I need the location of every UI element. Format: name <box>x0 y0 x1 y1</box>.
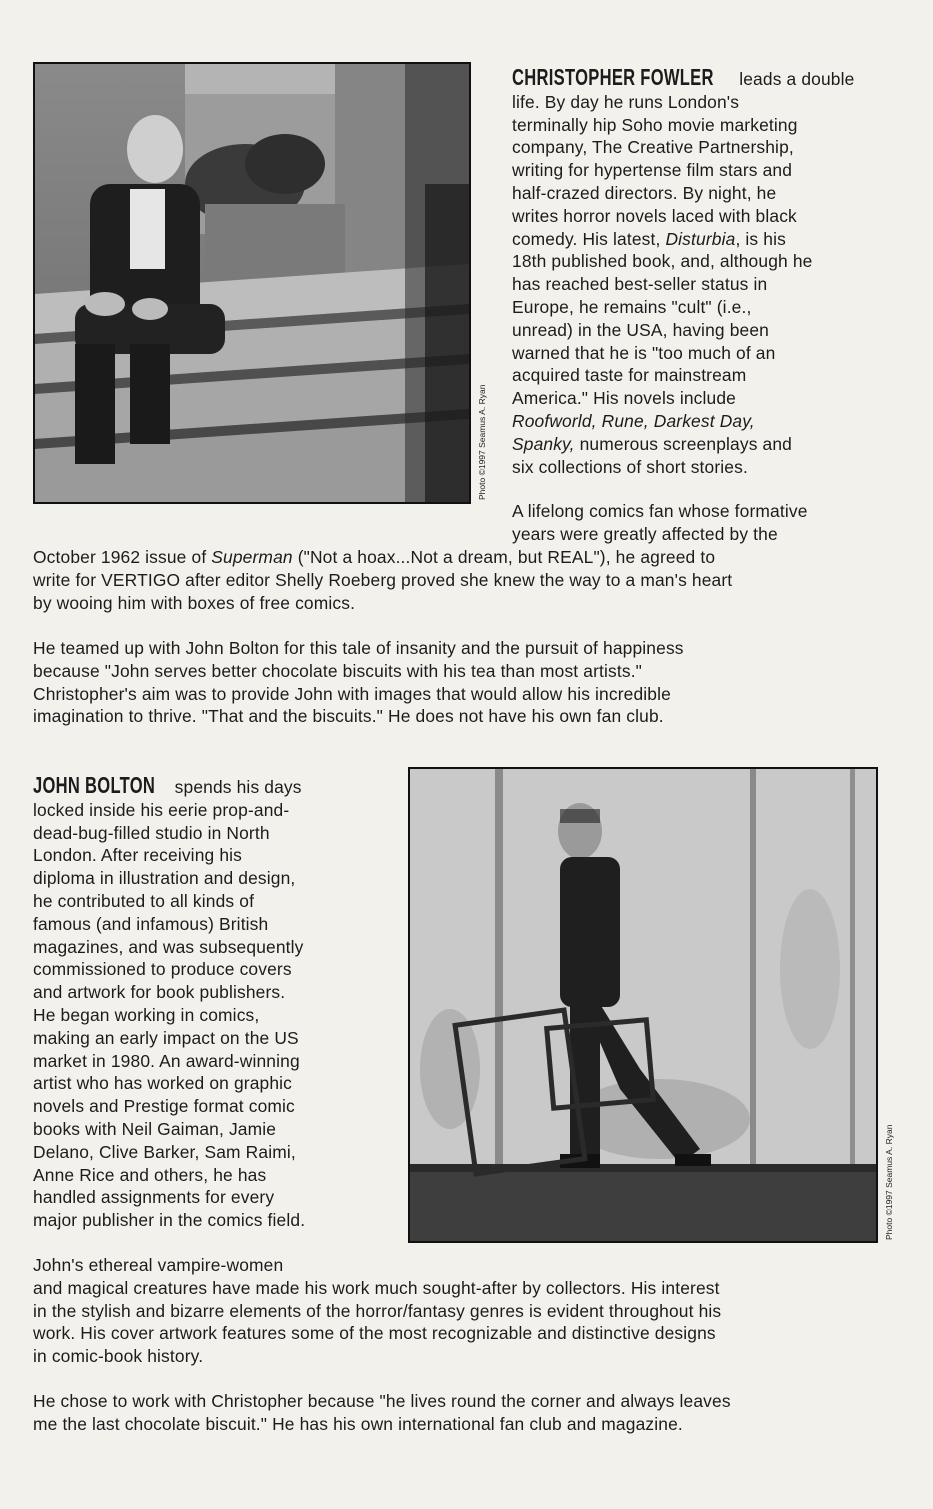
fowler-bio-line: company, The Creative Partnership, <box>512 137 794 158</box>
fowler-p2-line: write for VERTIGO after editor Shelly Roeberg proved she knew the way to a man's heart <box>33 569 733 590</box>
fowler-p3-line: imagination to thrive. "That and the biscuits." He does not have his own fan club. <box>33 706 664 727</box>
bolton-bio-line: commissioned to produce covers <box>33 959 292 980</box>
fowler-paragraph-3 <box>33 637 684 728</box>
bolton-name: JOHN BOLTON <box>33 772 156 798</box>
fowler-bio-line: 18th published book, and, although he <box>512 251 813 272</box>
book-title: Disturbia <box>665 228 736 249</box>
bolton-bio-line: handled assignments for every <box>33 1187 275 1208</box>
fowler-p3-line: because "John serves better chocolate biscuits with his tea than most artists." <box>33 660 643 681</box>
fowler-bio-line: half-crazed directors. By night, he <box>512 182 777 203</box>
bolton-bio-line: making an early impact on the US <box>33 1027 299 1048</box>
book-title: Spanky, <box>512 433 575 454</box>
bolton-p2-line: in comic-book history. <box>33 1346 204 1367</box>
fowler-bio <box>512 66 854 478</box>
fowler-photo <box>33 62 471 504</box>
fowler-bio-line: writing for hypertense film stars and <box>512 160 793 181</box>
fowler-p2-line: years were greatly affected by the <box>512 523 778 544</box>
fowler-bio-line: comedy. His latest, Disturbia, is his <box>512 228 786 249</box>
bolton-photo-credit: Photo ©1997 Seamus A. Ryan <box>884 1124 894 1240</box>
bolton-bio-line: artist who has worked on graphic <box>33 1073 293 1094</box>
fowler-p2-line: October 1962 issue of Superman ("Not a hoax...Not a dream, but REAL"), he agreed to <box>33 547 716 567</box>
bolton-photo <box>408 767 878 1243</box>
fowler-bio-line: six collections of short stories. <box>512 456 748 477</box>
fowler-name: CHRISTOPHER FOWLER <box>512 64 714 90</box>
fowler-bio-line: unread) in the USA, having been <box>512 319 769 340</box>
bolton-paragraph-2 <box>33 1254 721 1368</box>
fowler-paragraph-2-cont <box>33 546 732 614</box>
fowler-bio-line: America." His novels include <box>512 388 736 409</box>
book-titles: Roofworld, Rune, Darkest Day, <box>512 410 755 431</box>
fowler-p3-line: Christopher's aim was to provide John with images that would allow his incredible <box>33 683 671 704</box>
bolton-bio-line: diploma in illustration and design, <box>33 868 296 889</box>
bolton-bio-line: Anne Rice and others, he has <box>33 1164 267 1185</box>
bolton-bio-line: locked inside his eerie prop-and- <box>33 799 290 820</box>
bolton-bio-line: London. After receiving his <box>33 845 243 866</box>
bolton-bio-line: he contributed to all kinds of <box>33 890 255 911</box>
fowler-bio-line: life. By day he runs London's <box>512 91 740 112</box>
fowler-p2-line: by wooing him with boxes of free comics. <box>33 592 356 613</box>
fowler-bio-line: has reached best-seller status in <box>512 274 768 295</box>
comic-title: Superman <box>211 547 293 567</box>
fowler-photo-image <box>35 64 469 502</box>
fowler-bio-line: Europe, he remains "cult" (i.e., <box>512 296 752 317</box>
fowler-bio-line: terminally hip Soho movie marketing <box>512 114 798 135</box>
fowler-bio-line: writes horror novels laced with black <box>512 205 797 226</box>
bolton-bio-line: novels and Prestige format comic <box>33 1096 295 1117</box>
bolton-p2-line: and magical creatures have made his work much sought-after by collectors. His interest <box>33 1277 720 1298</box>
bolton-bio-line: He began working in comics, <box>33 1004 260 1025</box>
bolton-bio-line: Delano, Clive Barker, Sam Raimi, <box>33 1141 296 1162</box>
bolton-p2-line: in the stylish and bizarre elements of the horror/fantasy genres is evident throughout his <box>33 1300 722 1321</box>
bolton-bio-line: books with Neil Gaiman, Jamie <box>33 1118 277 1139</box>
fowler-bio-line: Spanky, numerous screenplays and <box>512 433 792 454</box>
bolton-p3-line: He chose to work with Christopher because "he lives round the corner and always leaves <box>33 1391 731 1411</box>
fowler-p2-line: A lifelong comics fan whose formative <box>512 501 808 521</box>
fowler-bio-line: acquired taste for mainstream <box>512 365 747 386</box>
fowler-paragraph-2 <box>512 500 808 546</box>
bolton-p3-line: me the last chocolate biscuit." He has his own international fan club and magazine. <box>33 1413 683 1434</box>
fowler-bio-line-1: CHRISTOPHER FOWLER leads a double <box>512 64 855 90</box>
fowler-photo-credit: Photo ©1997 Seamus A. Ryan <box>477 384 487 500</box>
bolton-p2-line: work. His cover artwork features some of the most recognizable and distinctive designs <box>33 1323 716 1344</box>
bolton-bio-line-1: JOHN BOLTON spends his days <box>33 772 302 798</box>
fowler-bio-line: warned that he is "too much of an <box>512 342 776 363</box>
bolton-bio <box>33 774 305 1232</box>
fowler-p3-line: He teamed up with John Bolton for this tale of insanity and the pursuit of happiness <box>33 638 684 658</box>
bolton-photo-image <box>410 769 876 1241</box>
bolton-bio-line: and artwork for book publishers. <box>33 982 286 1003</box>
bolton-bio-line: famous (and infamous) British <box>33 913 269 934</box>
bolton-bio-line: magazines, and was subsequently <box>33 936 304 957</box>
bolton-bio-line: market in 1980. An award-winning <box>33 1050 300 1071</box>
bolton-bio-line: dead-bug-filled studio in North <box>33 822 270 843</box>
fowler-bio-line <box>512 410 854 433</box>
bolton-p2-line: John's ethereal vampire-women <box>33 1255 284 1275</box>
bolton-bio-line: major publisher in the comics field. <box>33 1210 306 1231</box>
bolton-paragraph-3 <box>33 1390 731 1436</box>
